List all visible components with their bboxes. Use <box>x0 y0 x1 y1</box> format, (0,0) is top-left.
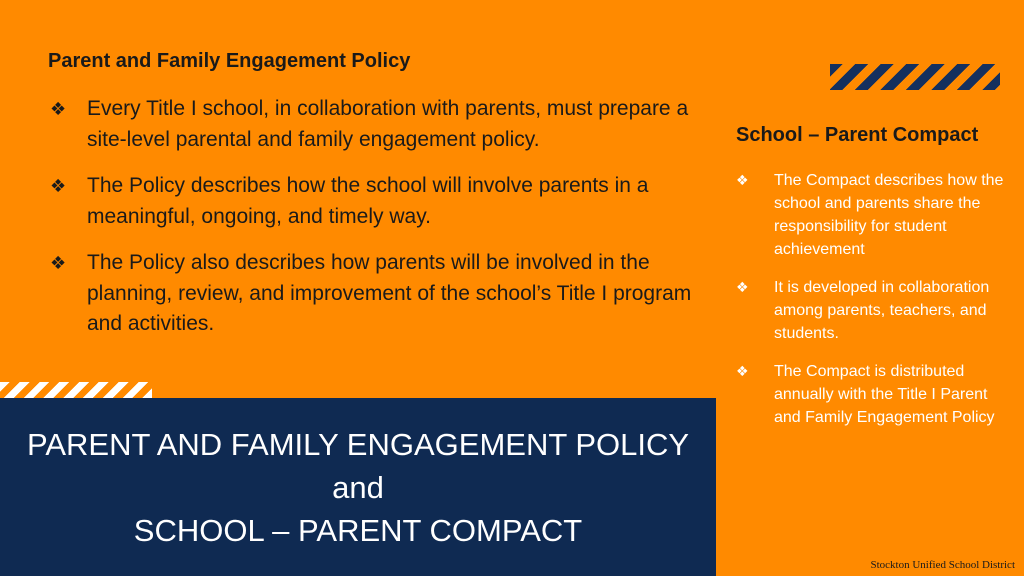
right-section-title: School – Parent Compact <box>736 124 979 146</box>
banner-line-3: SCHOOL – PARENT COMPACT <box>133 512 583 548</box>
left-bullet-list <box>48 94 698 356</box>
diamond-icon: ❖ <box>50 253 67 273</box>
diamond-icon: ❖ <box>50 99 67 119</box>
bullet-text: The Policy also describes how parents will be involved in the planning, review, and improvement of the school’s Title I program and activities. <box>87 251 692 335</box>
banner-line-1: PARENT AND FAMILY ENGAGEMENT POLICY <box>26 426 690 462</box>
bullet-text: The Compact describes how the school and parents share the responsibility for student achievement <box>774 172 1004 258</box>
diamond-icon: ❖ <box>736 279 749 295</box>
list-item <box>48 171 698 232</box>
left-section-title: Parent and Family Engagement Policy <box>48 50 411 72</box>
bullet-text: Every Title I school, in collaboration with parents, must prepare a site-level parental and family engagement policy. <box>87 97 689 151</box>
footer-district-name: Stockton Unified School District <box>870 559 1015 571</box>
diamond-icon: ❖ <box>50 176 67 196</box>
list-item <box>736 169 1006 261</box>
list-item <box>736 360 1006 429</box>
decorative-stripes-top <box>830 64 1000 90</box>
decorative-stripes-left <box>0 382 152 398</box>
title-banner <box>0 398 716 576</box>
diamond-icon: ❖ <box>736 172 749 188</box>
banner-line-2: and <box>332 469 384 505</box>
right-bullet-list <box>736 169 1006 444</box>
list-item <box>48 94 698 155</box>
bullet-text: The Compact is distributed annually with the Title I Parent and Family Engagement Policy <box>774 363 995 426</box>
bullet-text: The Policy describes how the school will involve parents in a meaningful, ongoing, and timely way. <box>87 174 649 228</box>
bullet-text: It is developed in collaboration among parents, teachers, and students. <box>774 279 990 342</box>
diamond-icon: ❖ <box>736 363 749 379</box>
list-item <box>48 248 698 340</box>
list-item <box>736 276 1006 345</box>
